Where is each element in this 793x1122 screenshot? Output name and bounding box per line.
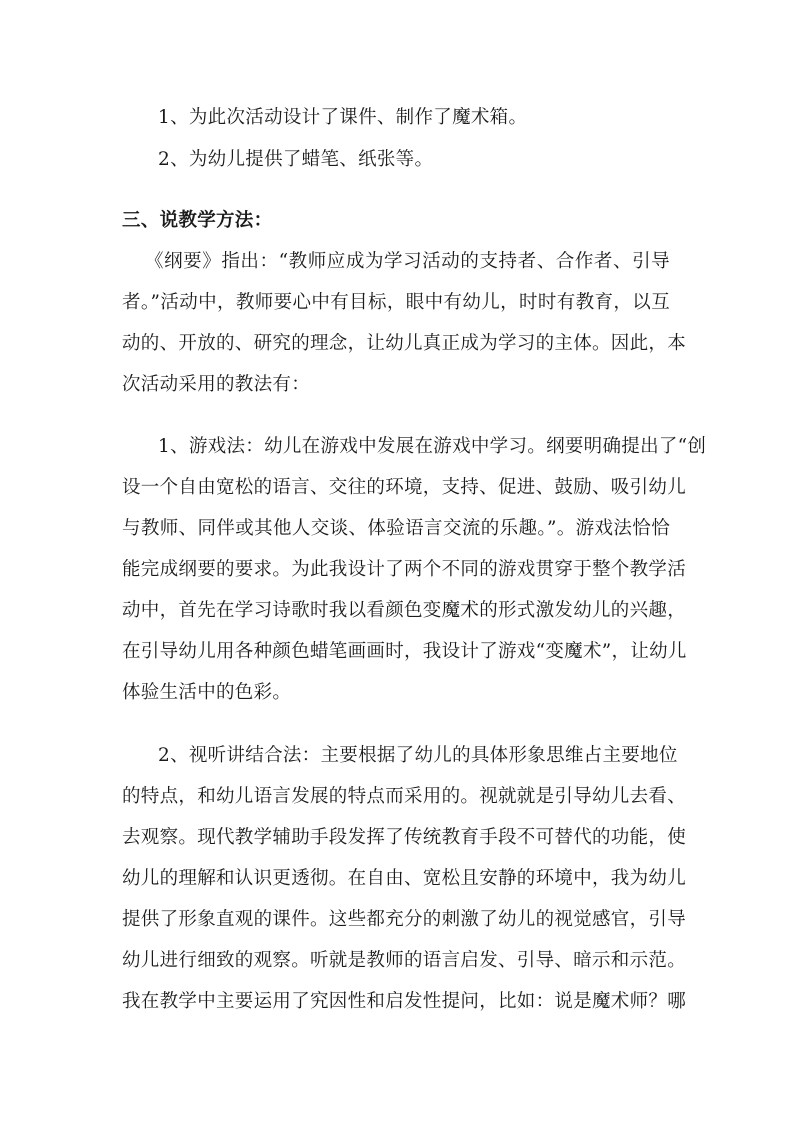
intro-line-3: 动的、开放的、研究的理念，让幼儿真正成为学习的主体。因此，本 (122, 333, 687, 354)
material-item-1: 1、为此次活动设计了课件、制作了魔术箱。 (158, 107, 528, 128)
method1-line-7: 体验生活中的色彩。 (122, 682, 292, 703)
method2-line-6: 幼儿进行细致的观察。听就是教师的语言启发、引导、暗示和示范。 (122, 950, 687, 971)
method2-line-2: 的特点，和幼儿语言发展的特点而采用的。视就就是引导幼儿去看、 (122, 786, 687, 807)
method1-line-6: 在引导幼儿用各种颜色蜡笔画画时，我设计了游戏“变魔术”，让幼儿 (122, 641, 687, 662)
intro-line-2: 者。”活动中，教师要心中有目标，眼中有幼儿，时时有教育，以互 (122, 292, 670, 313)
material-item-2: 2、为幼儿提供了蜡笔、纸张等。 (158, 149, 434, 170)
method2-line-4: 幼儿的理解和认识更透彻。在自由、宽松且安静的环境中，我为幼儿 (122, 868, 687, 889)
intro-line-4: 次活动采用的教法有： (122, 374, 311, 395)
method1-line-4: 能完成纲要的要求。为此我设计了两个不同的游戏贯穿于整个教学活 (122, 559, 687, 580)
section-heading: 三、说教学方法： (122, 210, 273, 231)
method1-line-2: 设一个自由宽松的语言、交往的环境，支持、促进、鼓励、吸引幼儿 (122, 477, 687, 498)
intro-line-1: 《纲要》指出：“教师应成为学习活动的支持者、合作者、引导 (145, 251, 670, 272)
method2-line-5: 提供了形象直观的课件。这些都充分的刺激了幼儿的视觉感官，引导 (122, 909, 687, 930)
method1-line-3: 与教师、同伴或其他人交谈、体验语言交流的乐趣。”。游戏法恰恰 (122, 518, 670, 539)
method2-line-7: 我在教学中主要运用了究因性和启发性提问，比如：说是魔术师？哪 (122, 991, 687, 1012)
method2-line-1: 2、视听讲结合法：主要根据了幼儿的具体形象思维占主要地位 (158, 745, 678, 766)
method1-line-5: 动中，首先在学习诗歌时我以看颜色变魔术的形式激发幼儿的兴趣， (122, 600, 687, 621)
method1-line-1: 1、游戏法：幼儿在游戏中发展在游戏中学习。纲要明确提出了“创 (158, 436, 707, 457)
method2-line-3: 去观察。现代教学辅助手段发挥了传统教育手段不可替代的功能，使 (122, 827, 687, 848)
